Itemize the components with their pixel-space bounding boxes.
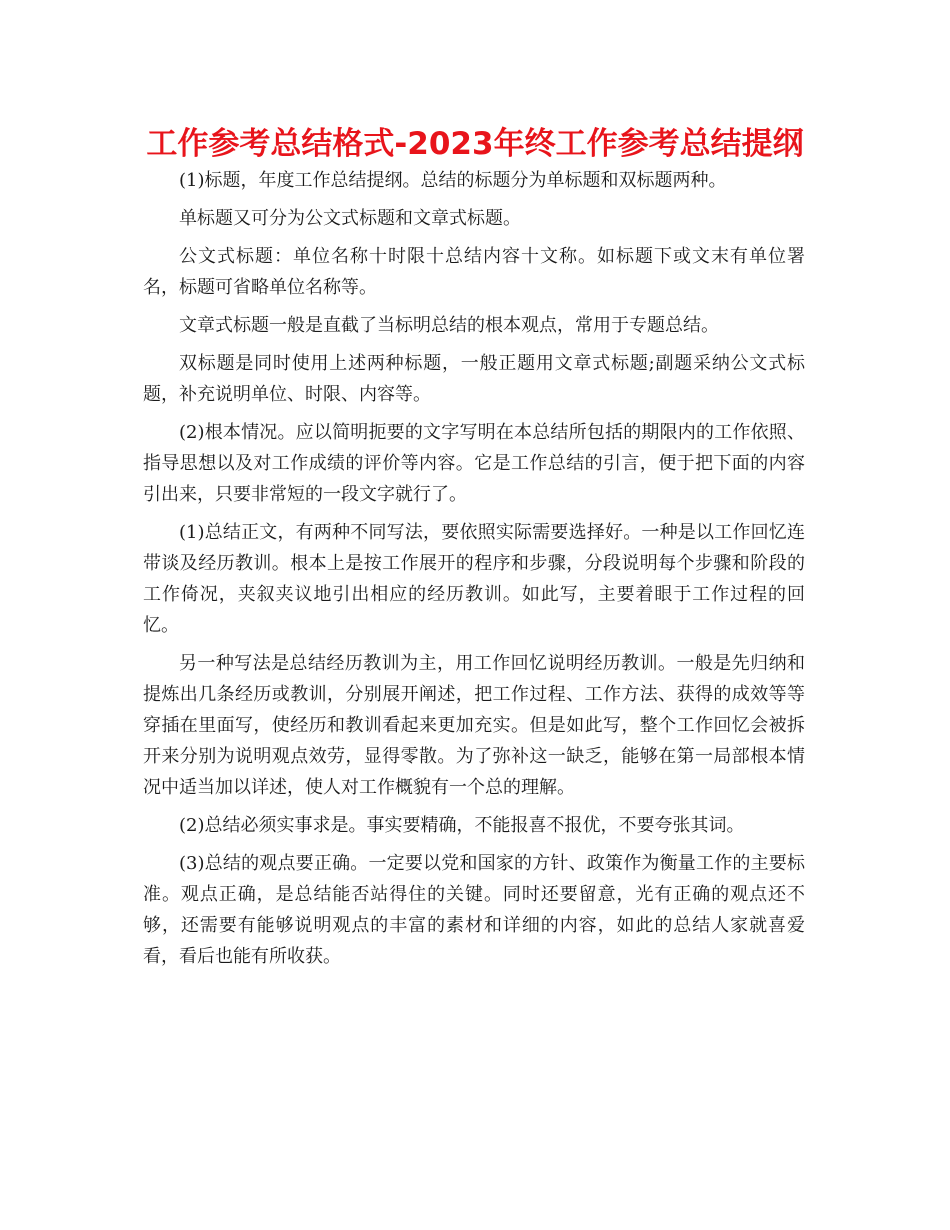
paragraph-main-body: (1)总结正文，有两种不同写法，要依照实际需要选择好。一种是以工作回忆连带谈及经历教训。根本上是按工作展开的程序和步骤，分段说明每个步骤和阶段的工作倚况，夹叙夹议地引出相应的经历教训。如此写，主要着眼于工作过程的回忆。: [143, 522, 805, 636]
paragraph-double-title: 双标题是同时使用上述两种标题，一般正题用文章式标题;副题采纳公文式标题，补充说明单位、时限、内容等。: [143, 353, 805, 405]
paragraph-article-title: 文章式标题一般是直截了当标明总结的根本观点，常用于专题总结。: [179, 315, 719, 336]
paragraph-single-title: 单标题又可分为公文式标题和文章式标题。: [179, 208, 521, 229]
paragraph-official-title: 公文式标题：单位名称十时限十总结内容十文称。如标题下或文末有单位署名，标题可省略单位名称等。: [143, 246, 805, 298]
paragraph-basic-situation: (2)根本情况。应以简明扼要的文字写明在本总结所包括的期限内的工作依照、指导思想以及对工作成绩的评价等内容。它是工作总结的引言，便于把下面的内容引出来，只要非常短的一段文字就行了。: [143, 422, 805, 505]
paragraph-alternative-method: 另一种写法是总结经历教训为主，用工作回忆说明经历教训。一般是先归纳和提炼出几条经历或教训，分别展开阐述，把工作过程、工作方法、获得的成效等等穿插在里面写，使经历和教训看起来更加充实。但是如此写，整个工作回忆会被拆开来分别为说明观点效劳，显得零散。为了弥补这一缺乏，能够在第一局部根本情况中适当加以详述，使人对工作概貌有一个总的理解。: [143, 653, 805, 798]
paragraph-title-section: (1)标题，年度工作总结提纲。总结的标题分为单标题和双标题两种。: [179, 170, 727, 191]
paragraph-correct-viewpoint: (3)总结的观点要正确。一定要以党和国家的方针、政策作为衡量工作的主要标准。观点正确，是总结能否站得住的关键。同时还要留意，光有正确的观点还不够，还需要有能够说明观点的丰富的素材和详细的内容，如此的总结人家就喜爱看，看后也能有所收获。: [143, 853, 805, 967]
paragraph-factual: (2)总结必须实事求是。事实要精确，不能报喜不报优，不要夸张其词。: [179, 815, 745, 836]
document-body: [143, 165, 805, 979]
document-title: 工作参考总结格式-2023年终工作参考总结提纲: [146, 126, 804, 162]
